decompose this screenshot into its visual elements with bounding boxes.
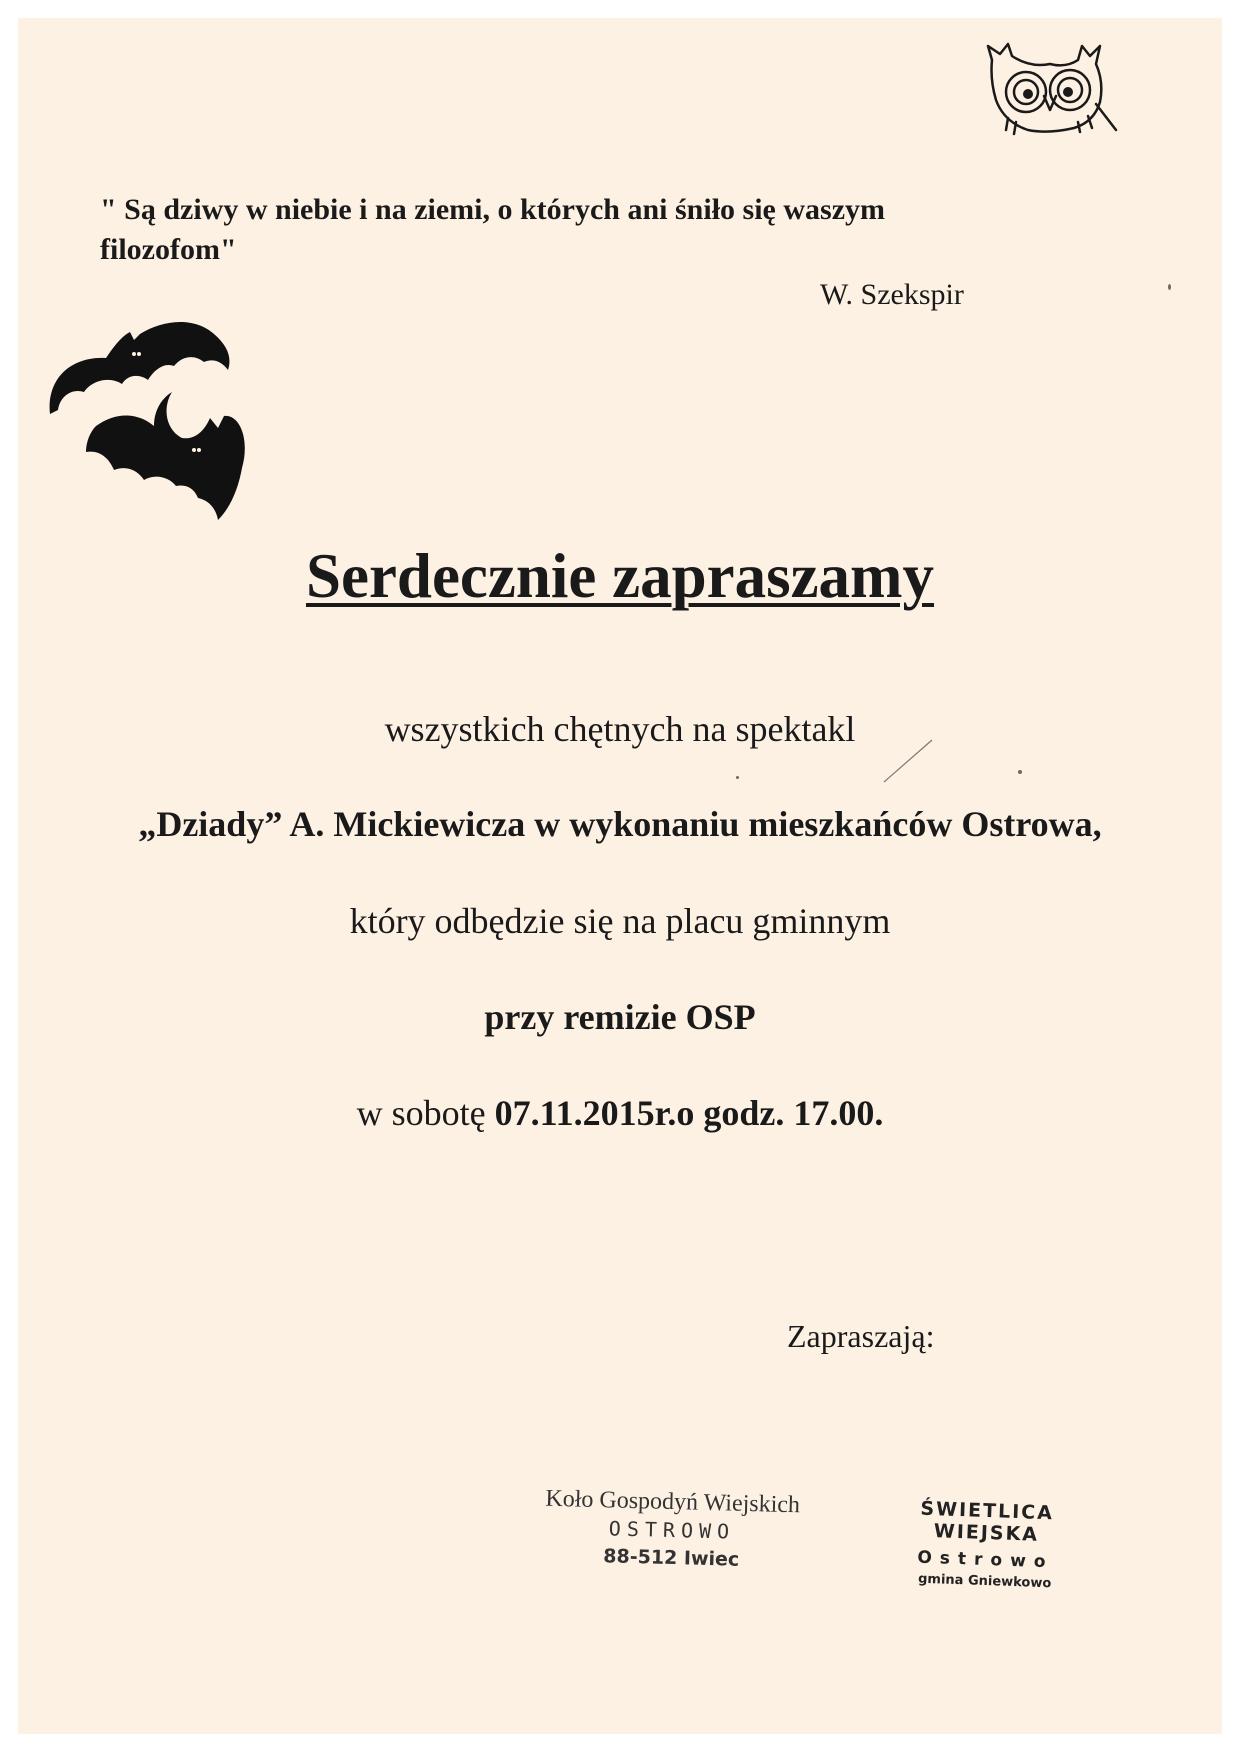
stamp-swietlica-line-1: ŚWIETLICA WIEJSKA bbox=[920, 1497, 1055, 1546]
stamp-swietlica-line-2: Ostrowo bbox=[917, 1547, 1054, 1573]
stamp-kgw-line-3: 88-512 Iwiec bbox=[603, 1545, 740, 1571]
body-line-5 bbox=[0, 1092, 1240, 1134]
stamp-swietlica-line-3: gmina Gniewkowo bbox=[917, 1571, 1052, 1592]
body-line-1: wszystkich chętnych na spektakl bbox=[384, 709, 856, 749]
pencil-mark bbox=[878, 736, 938, 786]
stamp-kgw-line-1: Koło Gospodyń Wiejskich bbox=[545, 1485, 801, 1519]
event-date-time: 07.11.2015r.o godz. 17.00. bbox=[494, 1093, 884, 1133]
scan-speck bbox=[736, 776, 739, 779]
paper-sheet bbox=[18, 18, 1222, 1734]
quote-line-1: " Są dziwy w niebie i na ziemi, o których ani śniło się waszym bbox=[100, 193, 885, 226]
date-prefix: w sobotę bbox=[356, 1093, 495, 1133]
owl-icon bbox=[978, 38, 1118, 148]
body-line-3: który odbędzie się na placu gminnym bbox=[349, 901, 891, 941]
quote bbox=[100, 190, 1100, 270]
scan-speck bbox=[1018, 770, 1022, 774]
quote-author: W. Szekspir bbox=[820, 278, 964, 311]
invitation-heading: Serdecznie zapraszamy bbox=[305, 541, 935, 611]
stamp-kgw-line-2: OSTROWO bbox=[608, 1516, 736, 1544]
scan-speck bbox=[1168, 284, 1171, 290]
body-line-2: „Dziady” A. Mickiewicza w wykonaniu mieszkańców Ostrowa, bbox=[138, 804, 1102, 844]
stamp-kgw bbox=[511, 1484, 833, 1576]
bat-icon bbox=[44, 318, 254, 538]
body-line-4: przy remizie OSP bbox=[484, 997, 756, 1037]
invite-label: Zapraszają: bbox=[787, 1318, 935, 1354]
stamp-swietlica bbox=[885, 1497, 1088, 1593]
quote-line-2: filozofom" bbox=[100, 233, 237, 266]
